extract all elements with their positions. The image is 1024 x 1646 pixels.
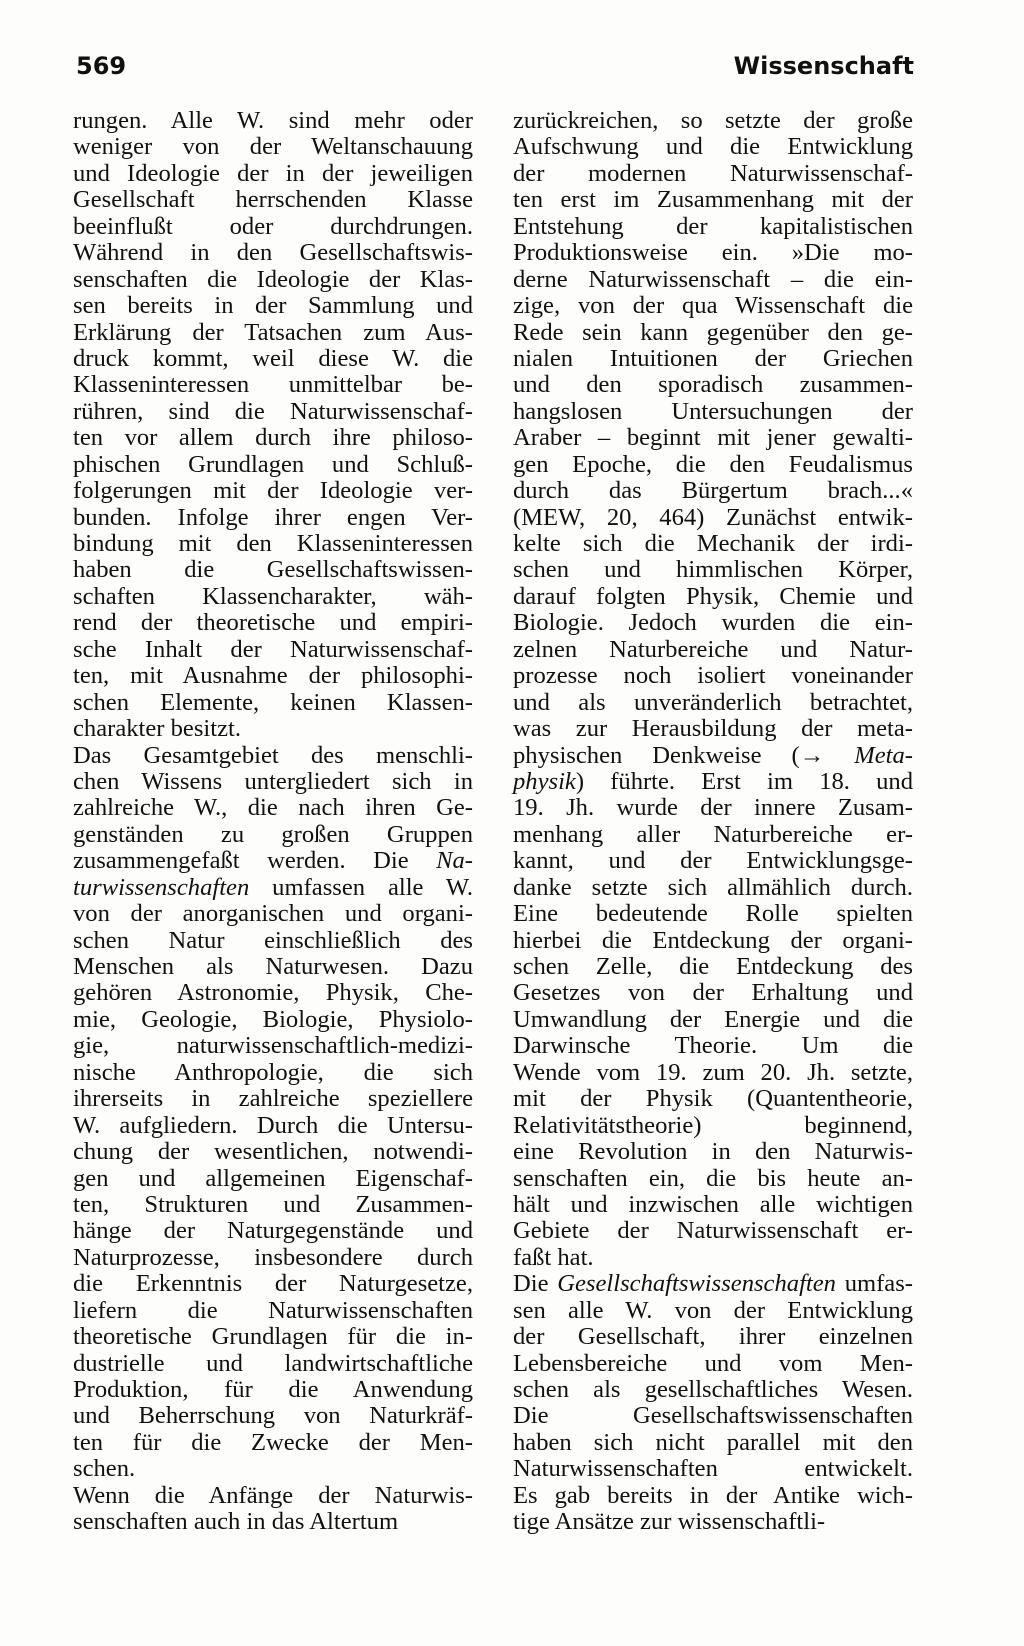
text-line: schen Elemente, keinen Klassen-	[73, 688, 473, 716]
text-line: durch das Bürgertum brach...«	[513, 477, 913, 505]
text-line: Lebensbereiche und vom Men-	[513, 1349, 913, 1377]
text-line: derne Naturwissenschaft – die ein-	[513, 265, 913, 293]
text-line: charakter besitzt.	[73, 715, 241, 743]
text-line: liefern die Naturwissenschaften	[73, 1296, 473, 1324]
text-line: turwissenschaften umfassen alle W.	[73, 873, 473, 901]
text-line: Entstehung der kapitalistischen	[513, 212, 913, 240]
text-line: genständen zu großen Gruppen	[73, 820, 473, 848]
text-line: senschaften auch in das Altertum	[73, 1508, 399, 1536]
text-line: haben die Gesellschaftswissen-	[73, 556, 473, 584]
text-line: Aufschwung und die Entwicklung	[513, 133, 913, 161]
text-line: Biologie. Jedoch wurden die ein-	[513, 609, 913, 637]
text-line: und Ideologie der in der jeweiligen	[73, 159, 473, 187]
text-line: mit der Physik (Quantentheorie,	[513, 1085, 913, 1113]
text-line: physik) führte. Erst im 18. und	[513, 767, 913, 795]
text-line: schen als gesellschaftliches Wesen.	[513, 1376, 913, 1403]
text-line: druck kommt, weil diese W. die	[73, 344, 473, 372]
text-line: haben sich nicht parallel mit den	[513, 1428, 913, 1456]
text-line: menhang aller Naturbereiche er-	[513, 820, 913, 848]
text-line: ten, mit Ausnahme der philosophi-	[73, 662, 473, 690]
text-line: hänge der Naturgegenstände und	[73, 1217, 473, 1245]
text-line: schaften Klassencharakter, wäh-	[73, 582, 473, 610]
text-line: mie, Geologie, Biologie, Physiolo-	[73, 1005, 473, 1033]
text-line: Naturwissenschaften entwickelt.	[513, 1455, 913, 1483]
text-line: chen Wissens untergliedert sich in	[73, 767, 473, 795]
text-line: rühren, sind die Naturwissenschaf-	[73, 397, 473, 425]
text-line: chung der wesentlichen, notwendi-	[73, 1138, 473, 1166]
text-line: Eine bedeutende Rolle spielten	[513, 900, 913, 928]
text-line: senschaften die Ideologie der Klas-	[73, 265, 473, 293]
text-line: die Erkenntnis der Naturgesetze,	[73, 1270, 473, 1298]
text-line: Naturprozesse, insbesondere durch	[73, 1243, 473, 1271]
text-line: von der anorganischen und organi-	[73, 900, 473, 928]
text-line: Menschen als Naturwesen. Dazu	[73, 953, 473, 980]
text-line: Araber – beginnt mit jener gewalti-	[513, 424, 913, 452]
text-line: Gesetzes von der Erhaltung und	[513, 979, 913, 1007]
text-line: ten, Strukturen und Zusammen-	[73, 1190, 473, 1218]
text-line: physischen Denkweise (→ Meta-	[513, 741, 913, 769]
text-line: danke setzte sich allmählich durch.	[513, 873, 913, 901]
text-line: der Gesellschaft, ihrer einzelnen	[513, 1323, 913, 1351]
text-line: Es gab bereits in der Antike wich-	[513, 1481, 913, 1509]
text-line: gen Epoche, die den Feudalismus	[513, 450, 913, 478]
text-line: Wenn die Anfänge der Naturwis-	[73, 1481, 473, 1509]
text-line: nische Anthropologie, die sich	[73, 1058, 473, 1086]
text-line: faßt hat.	[513, 1243, 594, 1271]
text-line: kelte sich die Mechanik der irdi-	[513, 530, 913, 557]
text-line: Umwandlung der Energie und die	[513, 1005, 913, 1033]
text-line: Die Gesellschaftswissenschaften umfas-	[513, 1270, 913, 1298]
text-line: darauf folgten Physik, Chemie und	[513, 582, 913, 610]
text-line: Wende vom 19. zum 20. Jh. setzte,	[513, 1058, 913, 1086]
running-head: Wissenschaft	[733, 52, 914, 80]
text-column-right	[513, 108, 913, 1536]
text-line: hält und inzwischen alle wichtigen	[513, 1190, 913, 1218]
text-line: zusammengefaßt werden. Die Na-	[73, 847, 473, 875]
text-line: gen und allgemeinen Eigenschaf-	[73, 1164, 473, 1192]
text-line: schen Zelle, die Entdeckung des	[513, 953, 913, 980]
text-line: und Beherrschung von Naturkräf-	[73, 1402, 473, 1430]
text-line: Gebiete der Naturwissenschaft er-	[513, 1217, 913, 1245]
text-line: und als unveränderlich betrachtet,	[513, 688, 913, 716]
text-line: folgerungen mit der Ideologie ver-	[73, 477, 473, 505]
text-line: gie, naturwissenschaftlich-medizi-	[73, 1032, 473, 1060]
text-line: ten erst im Zusammenhang mit der	[513, 186, 913, 214]
text-line: ihrerseits in zahlreiche speziellere	[73, 1085, 473, 1113]
text-line: Produktion, für die Anwendung	[73, 1376, 473, 1403]
text-line: Rede sein kann gegenüber den ge-	[513, 318, 913, 346]
text-line: schen Natur einschließlich des	[73, 926, 473, 954]
text-line: dustrielle und landwirtschaftliche	[73, 1349, 473, 1377]
text-line: Das Gesamtgebiet des menschli-	[73, 741, 473, 769]
page-number: 569	[76, 52, 127, 80]
text-line: sen alle W. von der Entwicklung	[513, 1296, 913, 1324]
text-line: senschaften ein, die bis heute an-	[513, 1164, 913, 1192]
text-line: hangslosen Untersuchungen der	[513, 397, 913, 425]
text-line: ten für die Zwecke der Men-	[73, 1428, 473, 1456]
text-line: weniger von der Weltanschauung	[73, 133, 473, 161]
text-line: sche Inhalt der Naturwissenschaf-	[73, 635, 473, 663]
text-line: rend der theoretische und empiri-	[73, 609, 473, 637]
text-line: W. aufgliedern. Durch die Untersu-	[73, 1111, 473, 1139]
text-line: eine Revolution in den Naturwis-	[513, 1138, 913, 1166]
text-line: zahlreiche W., die nach ihren Ge-	[73, 794, 473, 822]
text-line: der modernen Naturwissenschaf-	[513, 159, 913, 187]
text-line: Erklärung der Tatsachen zum Aus-	[73, 318, 473, 346]
text-line: prozesse noch isoliert voneinander	[513, 662, 913, 690]
text-line: schen.	[73, 1455, 136, 1483]
text-line: nialen Intuitionen der Griechen	[513, 344, 913, 372]
page-header	[76, 52, 914, 88]
text-line: 19. Jh. wurde der innere Zusam-	[513, 794, 913, 822]
text-line: gehören Astronomie, Physik, Che-	[73, 979, 473, 1007]
text-line: und den sporadisch zusammen-	[513, 371, 913, 399]
text-line: Gesellschaft herrschenden Klasse	[73, 186, 473, 214]
text-line: rungen. Alle W. sind mehr oder	[73, 107, 473, 134]
text-line: Die Gesellschaftswissenschaften	[513, 1402, 913, 1430]
text-line: Produktionsweise ein. »Die mo-	[513, 239, 913, 267]
text-line: sen bereits in der Sammlung und	[73, 292, 473, 320]
text-line: zurückreichen, so setzte der große	[513, 107, 913, 134]
text-line: theoretische Grundlagen für die in-	[73, 1323, 473, 1351]
text-line: Relativitätstheorie) beginnend,	[513, 1111, 913, 1139]
text-line: Darwinsche Theorie. Um die	[513, 1032, 913, 1060]
text-line: bunden. Infolge ihrer engen Ver-	[73, 503, 473, 531]
text-line: tige Ansätze zur wissenschaftli-	[513, 1508, 826, 1536]
text-column-left	[73, 108, 473, 1536]
text-line: beeinflußt oder durchdrungen.	[73, 212, 473, 240]
text-line: Klasseninteressen unmittelbar be-	[73, 371, 473, 399]
text-line: ten vor allem durch ihre philoso-	[73, 424, 473, 452]
text-line: zige, von der qua Wissenschaft die	[513, 292, 913, 320]
text-line: (MEW, 20, 464) Zunächst entwik-	[513, 503, 913, 531]
text-line: was zur Herausbildung der meta-	[513, 715, 913, 743]
text-line: hierbei die Entdeckung der organi-	[513, 926, 913, 954]
text-line: bindung mit den Klasseninteressen	[73, 530, 473, 557]
text-line: zelnen Naturbereiche und Natur-	[513, 635, 913, 663]
text-line: phischen Grundlagen und Schluß-	[73, 450, 473, 478]
text-line: schen und himmlischen Körper,	[513, 556, 913, 584]
text-line: Während in den Gesellschaftswis-	[73, 239, 473, 267]
text-line: kannt, und der Entwicklungsge-	[513, 847, 913, 875]
